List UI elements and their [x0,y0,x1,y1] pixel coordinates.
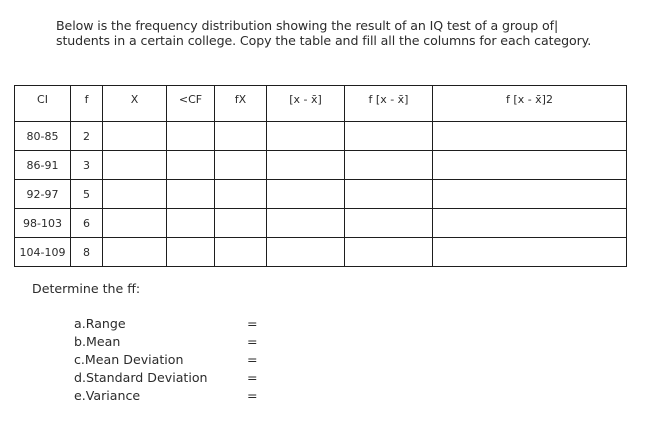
cell-empty [167,180,215,209]
cell-f: 6 [71,209,103,238]
cell-empty [103,151,167,180]
cell-empty [215,122,267,151]
cell-ci: 92-97 [15,180,71,209]
cell-empty [215,209,267,238]
cell-f: 5 [71,180,103,209]
cell-f: 8 [71,238,103,267]
cell-empty [103,180,167,209]
table-header-row [15,86,627,122]
cell-empty [167,238,215,267]
cell-empty [103,209,167,238]
table-row [15,151,627,180]
cell-f: 2 [71,122,103,151]
header-f-deviation-squared: f [x - x̄]2 [433,86,627,122]
cell-f: 3 [71,151,103,180]
list-item: d.Standard Deviation [74,370,208,385]
cell-empty [215,238,267,267]
cell-empty [267,238,345,267]
cell-empty [433,209,627,238]
table-row [15,238,627,267]
cell-ci: 80-85 [15,122,71,151]
cell-empty [215,151,267,180]
determine-list [74,315,208,405]
table-row [15,180,627,209]
equals-sign: = [247,370,258,385]
cell-empty [433,238,627,267]
cell-empty [103,122,167,151]
header-deviation: [x - x̄] [267,86,345,122]
equals-sign: = [247,316,258,331]
header-f: f [71,86,103,122]
header-ci: CI [15,86,71,122]
equals-sign: = [247,334,258,349]
table-row [15,122,627,151]
list-item: e.Variance [74,388,141,403]
cell-empty [345,122,433,151]
instructions-line-2: students in a certain college. Copy the table and fill all the columns for each category. [56,33,592,48]
cell-empty [345,180,433,209]
cell-empty [215,180,267,209]
cell-empty [167,209,215,238]
cell-ci: 104-109 [15,238,71,267]
list-item: c.Mean Deviation [74,352,184,367]
frequency-table [14,85,627,267]
header-cf: <CF [167,86,215,122]
cell-empty [433,151,627,180]
cell-empty [167,151,215,180]
instructions-line-1: Below is the frequency distribution showing the result of an IQ test of a group of| [56,18,559,33]
equals-sign: = [247,388,258,403]
header-fx: fX [215,86,267,122]
header-f-deviation: f [x - x̄] [345,86,433,122]
determine-title: Determine the ff: [32,281,141,296]
list-item: a.Range [74,316,126,331]
cell-ci: 98-103 [15,209,71,238]
instructions [56,18,650,48]
cell-empty [345,151,433,180]
cell-ci: 86-91 [15,151,71,180]
cell-empty [167,122,215,151]
list-item: b.Mean [74,334,121,349]
equals-sign: = [247,352,258,367]
cell-empty [345,209,433,238]
cell-empty [267,122,345,151]
cell-empty [345,238,433,267]
cell-empty [267,180,345,209]
cell-empty [103,238,167,267]
determine-equals-column [247,315,258,405]
cell-empty [267,151,345,180]
cell-empty [433,180,627,209]
table-row [15,209,627,238]
cell-empty [267,209,345,238]
cell-empty [433,122,627,151]
header-x: X [103,86,167,122]
